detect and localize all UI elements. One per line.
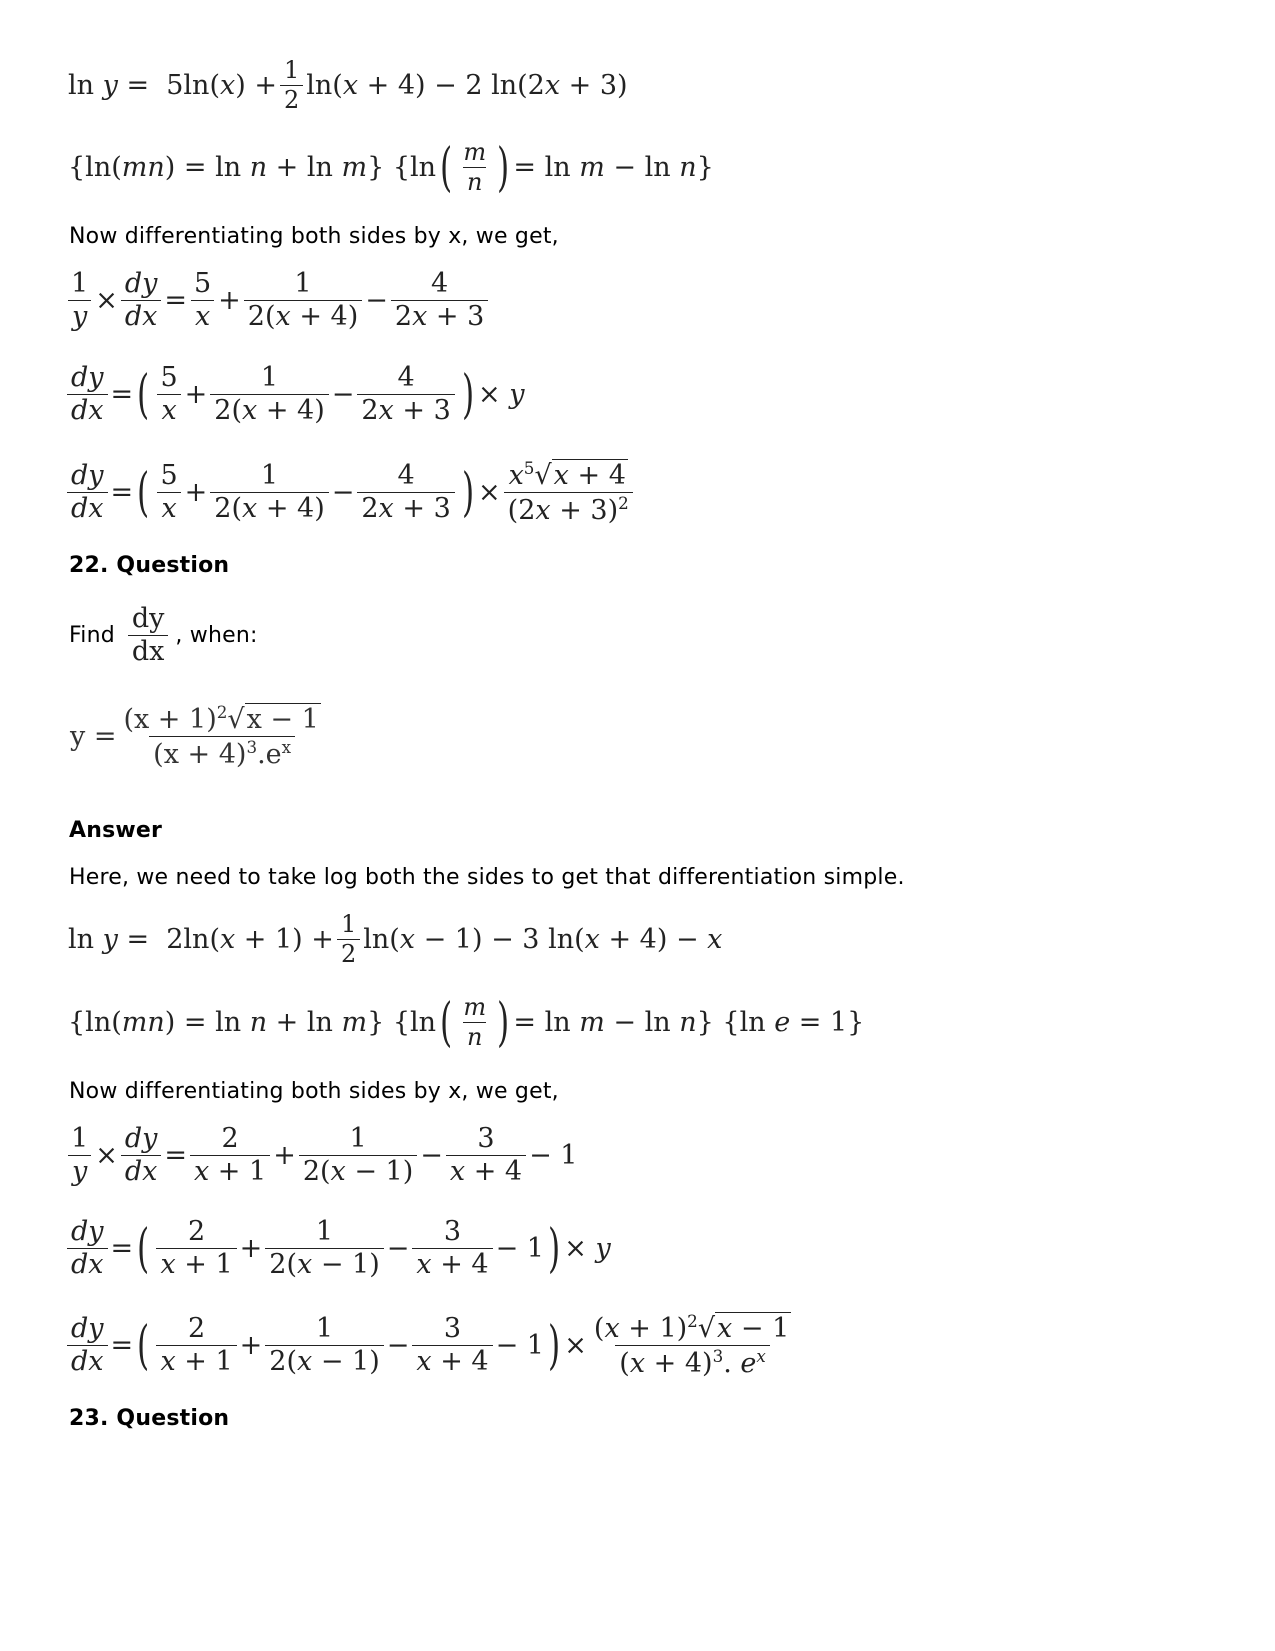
equation-derivative-6: $\frac{dy}{dx}$ = ( $\frac{2}{x + 1}$ + $\frac{1}{2(x - 1)}$ − $\frac{3}{x + 4}$ − 1 ) × $\frac{(x + 1)^2√x - 1}{(x + 4)^3. e^x}$ — [64, 1313, 798, 1379]
question-22-equation: y = $\frac{(x + 1)^2√x - 1}{(x + 4)^3.e^x}$ — [70, 702, 319, 771]
find-derivative-fraction: $\frac{dy}{dx}$ — [125, 605, 172, 667]
equation-derivative-4: $\frac{1}{y}$ × $\frac{dy}{dx}$ = $\frac{2}{x + 1}$ + $\frac{1}{2(x - 1)}$ − $\frac{3}{x + 4}$ − 1 — [64, 1125, 577, 1187]
question-22-heading: 22. Question — [69, 553, 230, 578]
paragraph-differentiating-1: Now differentiating both sides by x, we get, — [69, 224, 559, 249]
find-label: Find — [69, 623, 115, 649]
equation-log-rules-1: {ln(mn) = ln n + ln m} {ln ( $\frac{m}{n}$ ) = ln m − ln n} — [68, 137, 714, 198]
equation-log-expansion-2: ln y = 2ln(x + 1) + $\frac{1}{2}$ ln(x − 1) − 3 ln(x + 4) − x — [68, 910, 723, 969]
question-23-heading: 23. Question — [69, 1406, 230, 1431]
when-label: , when: — [175, 623, 258, 649]
question-22-prompt — [69, 605, 258, 667]
equation-derivative-3: $\frac{dy}{dx}$ = ( $\frac{5}{x}$ + $\frac{1}{2(x + 4)}$ − $\frac{4}{2x + 3}$ ) × $\frac{x^5√x + 4}{(2x + 3)^2}$ — [64, 460, 636, 526]
equation-log-rules-2: {ln(mn) = ln n + ln m} {ln ( $\frac{m}{n}$ ) = ln m − ln n} {ln e = 1} — [68, 992, 865, 1053]
answer-intro-paragraph: Here, we need to take log both the sides to get that differentiation simple. — [69, 865, 905, 890]
equation-log-expansion-1: ln y = 5ln(x) + $\frac{1}{2}$ ln(x + 4) − 2 ln(2x + 3) — [68, 56, 628, 115]
equation-derivative-1: $\frac{1}{y}$ × $\frac{dy}{dx}$ = $\frac{5}{x}$ + $\frac{1}{2(x + 4)}$ − $\frac{4}{2x + 3}$ — [64, 270, 491, 332]
equation-derivative-2: $\frac{dy}{dx}$ = ( $\frac{5}{x}$ + $\frac{1}{2(x + 4)}$ − $\frac{4}{2x + 3}$ ) × y — [64, 364, 525, 426]
equation-derivative-5: $\frac{dy}{dx}$ = ( $\frac{2}{x + 1}$ + $\frac{1}{2(x - 1)}$ − $\frac{3}{x + 4}$ − 1 ) × y — [64, 1218, 611, 1280]
answer-heading: Answer — [69, 818, 163, 843]
paragraph-differentiating-2: Now differentiating both sides by x, we get, — [69, 1079, 559, 1104]
